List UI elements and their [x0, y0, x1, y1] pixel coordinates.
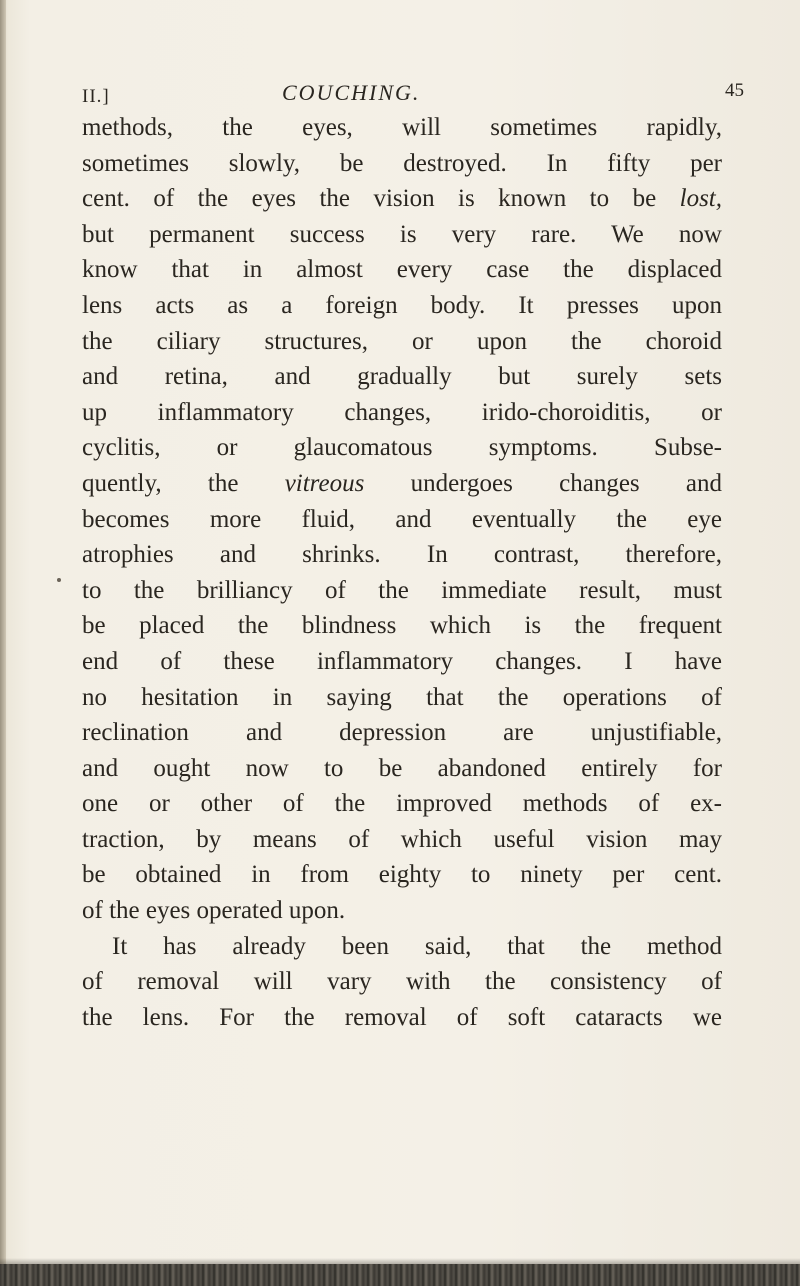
text-line: be obtained in from eighty to ninety per cent. [82, 861, 722, 889]
text-line: no hesitation in saying that the operations of [82, 683, 722, 711]
text-line-part: quently, the [82, 469, 285, 497]
text-line: traction, by means of which useful vision may [82, 825, 722, 853]
text-line: methods, the eyes, will sometimes rapidly, [82, 114, 722, 141]
text-line: the ciliary structures, or upon the choroid [82, 327, 722, 355]
margin-mark [57, 578, 61, 582]
text-line: and retina, and gradually but surely sets [82, 363, 722, 391]
page-gutter-shadow [0, 0, 6, 1286]
text-line: the lens. For the removal of soft cataracts we [82, 1003, 722, 1031]
text-line: know that in almost every case the displaced [82, 256, 722, 284]
text-line [82, 466, 722, 502]
text-line-part: cent. of the eyes the vision is known to be [82, 185, 680, 213]
text-line: becomes more fluid, and eventually the eye [82, 505, 722, 533]
text-line: be placed the blindness which is the frequent [82, 612, 722, 640]
text-line: sometimes slowly, be destroyed. In fifty per [82, 149, 722, 177]
text-line [82, 181, 722, 217]
text-line-part: undergoes changes and [364, 469, 722, 497]
page-bottom-edge [0, 1264, 800, 1286]
text-line: end of these inflammatory changes. I have [82, 647, 722, 675]
page-number: 45 [725, 80, 744, 101]
text-line: one or other of the improved methods of ex- [82, 790, 722, 818]
running-header [82, 80, 744, 112]
running-title: COUCHING. [282, 80, 421, 105]
text-line: but permanent success is very rare. We now [82, 220, 722, 248]
text-line: reclination and depression are unjustifiable, [82, 719, 722, 747]
text-line: up inflammatory changes, irido-choroiditis, or [82, 398, 722, 426]
text-line: of removal will vary with the consistency of [82, 968, 722, 996]
body-text [82, 110, 722, 1035]
emphasis-lost: lost, [679, 185, 722, 213]
emphasis-vitreous: vitreous [284, 469, 365, 497]
text-line: and ought now to be abandoned entirely for [82, 754, 722, 782]
text-line: cyclitis, or glaucomatous symptoms. Subse- [82, 434, 722, 462]
chapter-marker: II.] [82, 86, 110, 107]
text-line: to the brilliancy of the immediate result, must [82, 576, 722, 604]
text-line: It has already been said, that the method [112, 932, 722, 960]
text-line: atrophies and shrinks. In contrast, therefore, [82, 541, 722, 569]
text-line: lens acts as a foreign body. It presses upon [82, 291, 722, 319]
text-line: of the eyes operated upon. [82, 897, 346, 925]
